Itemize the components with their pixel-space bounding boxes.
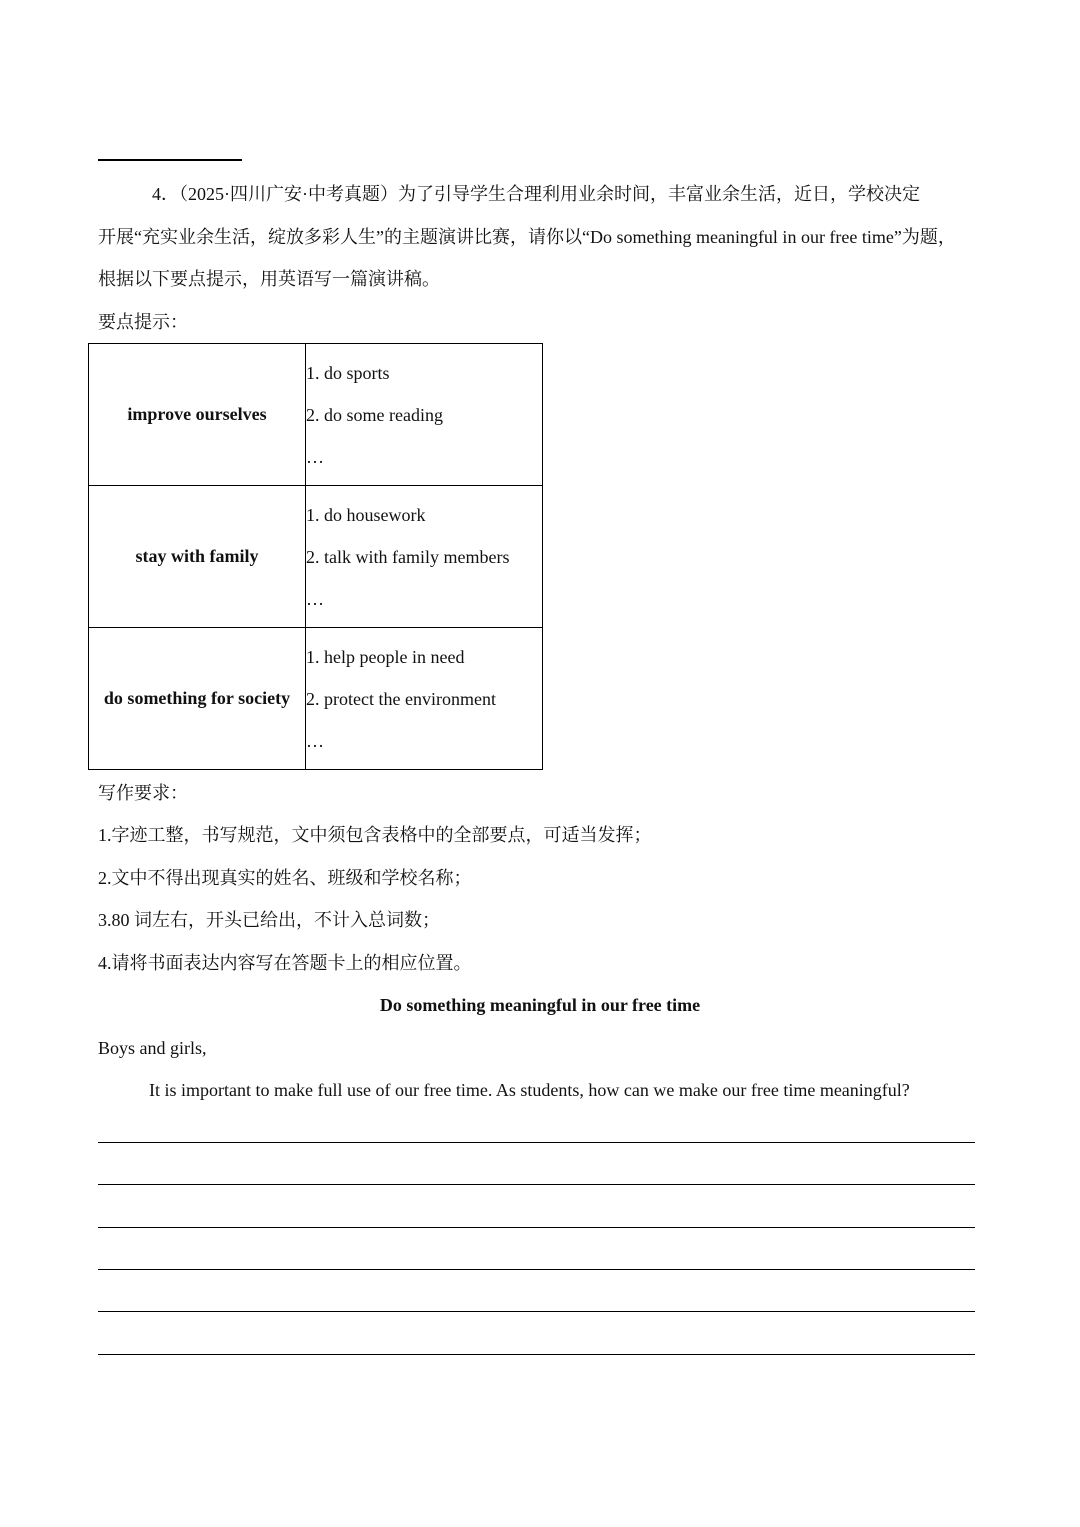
question-line-2: 开展“充实业余生活，绽放多彩人生”的主题演讲比赛，请你以“Do something meaningful in our free time”为题， [98,227,956,247]
essay-title: Do something meaningful in our free time [379,995,701,1015]
table-row [89,344,543,486]
writing-line[interactable] [98,1354,975,1355]
detail-item: 2. talk with family members [306,546,510,567]
writing-line[interactable] [98,1311,975,1312]
essay-opening: It is important to make full use of our free time. As students, how can we make our free time meaningful? [149,1080,910,1100]
hints-label: 要点提示： [98,312,188,332]
writing-line[interactable] [98,1142,975,1143]
requirement-item: 4.请将书面表达内容写在答题卡上的相应位置。 [98,953,472,973]
essay-greeting: Boys and girls, [98,1038,207,1058]
table-row [89,486,543,628]
category-cell: improve ourselves [89,344,306,486]
requirement-item: 3.80 词左右，开头已给出，不计入总词数； [98,910,440,930]
detail-item: … [306,446,324,467]
top-rule [98,159,242,161]
detail-item: 1. do housework [306,504,426,525]
detail-cell [306,344,543,486]
detail-item: 2. protect the environment [306,688,496,709]
writing-line[interactable] [98,1269,975,1270]
question-line-3: 根据以下要点提示，用英语写一篇演讲稿。 [98,269,440,289]
detail-item: 1. do sports [306,362,390,383]
detail-item: 1. help people in need [306,646,465,667]
table-row [89,628,543,770]
writing-line[interactable] [98,1227,975,1228]
detail-cell [306,486,543,628]
requirement-item: 1.字迹工整，书写规范，文中须包含表格中的全部要点，可适当发挥； [98,825,652,845]
category-cell: do something for society [89,628,306,770]
category-cell: stay with family [89,486,306,628]
question-line-1: 4．（2025·四川广安·中考真题）为了引导学生合理利用业余时间，丰富业余生活，近日，学校决定 [152,184,920,204]
requirements-label: 写作要求： [98,783,188,803]
detail-item: 2. do some reading [306,404,443,425]
hints-table [88,343,543,770]
detail-cell [306,628,543,770]
detail-item: … [306,730,324,751]
writing-line[interactable] [98,1184,975,1185]
detail-item: … [306,588,324,609]
requirement-item: 2.文中不得出现真实的姓名、班级和学校名称； [98,868,472,888]
